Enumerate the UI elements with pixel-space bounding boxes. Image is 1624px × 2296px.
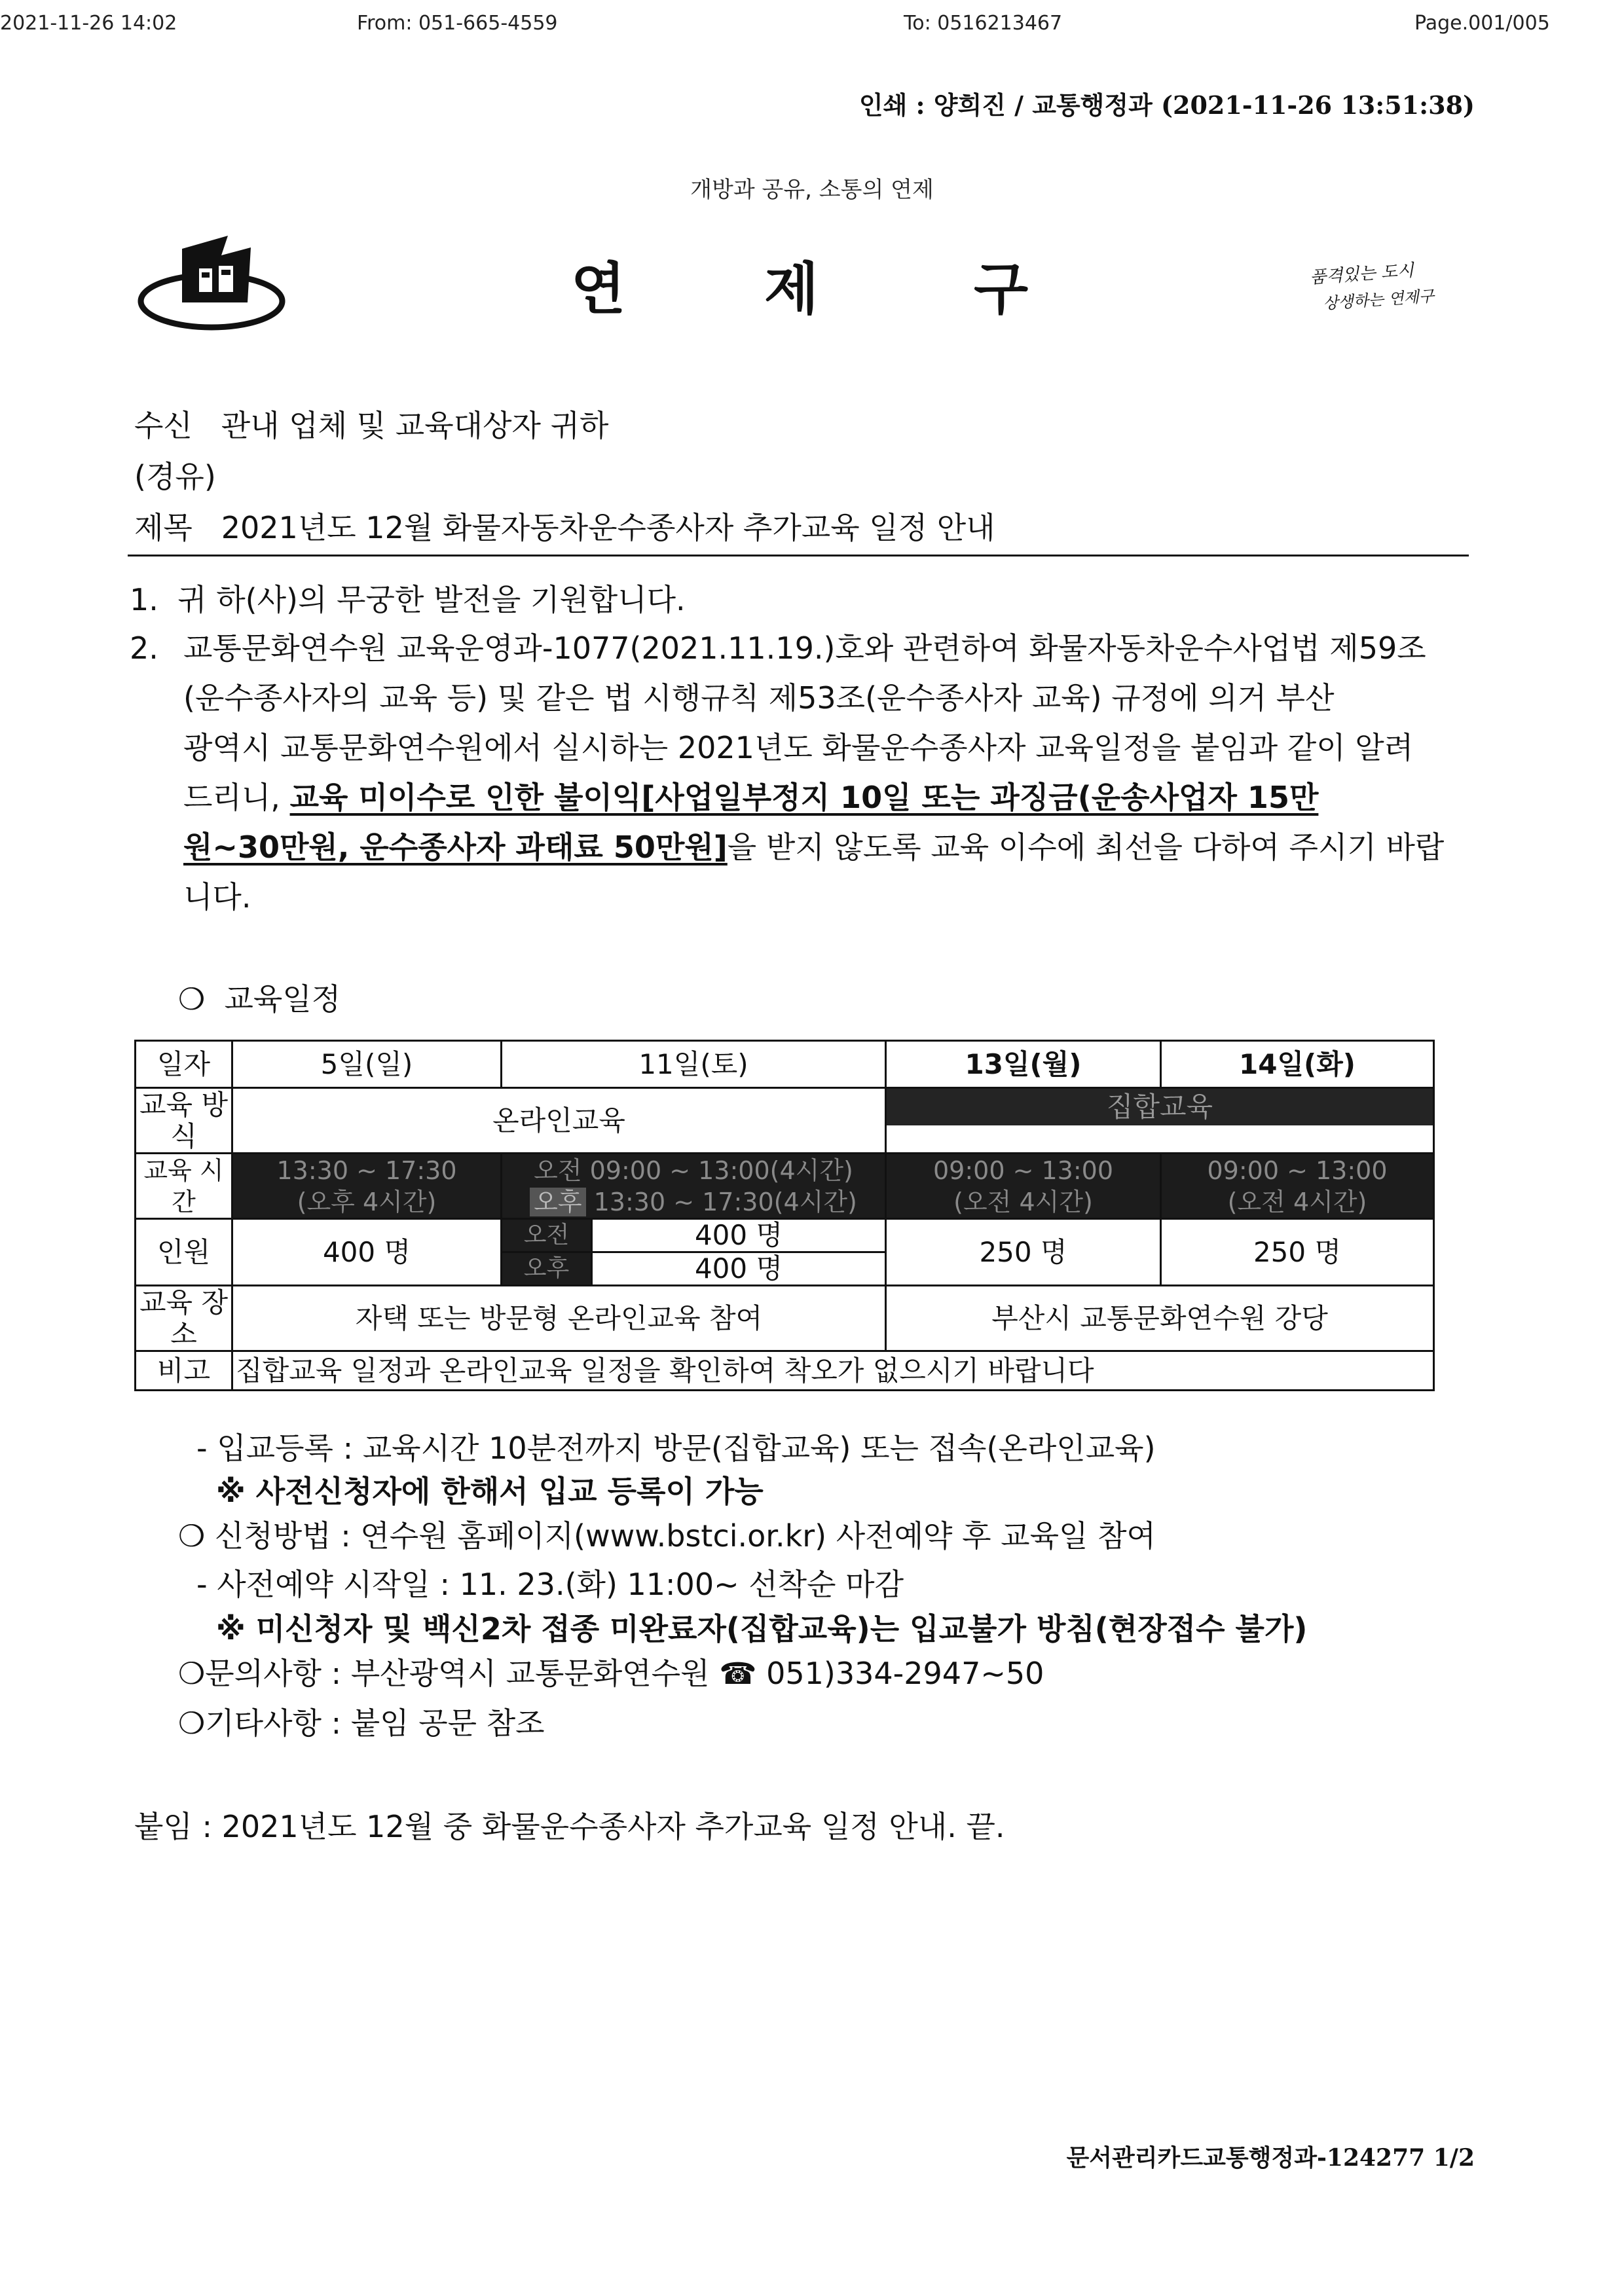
contact-info <box>178 1652 1044 1694</box>
apply-method <box>178 1515 1156 1557</box>
penalty-text-1: 교육 미이수로 인한 불이익[사업일부정지 10일 또는 과징금(운송사업자 15만 <box>289 780 1319 815</box>
circle-bullet-icon: ❍ <box>178 1656 206 1691</box>
fax-to: To: 0516213467 <box>904 12 1063 35</box>
item-2-number: 2. <box>130 630 158 666</box>
attachment: 붙임 : 2021년도 12월 중 화물운수종사자 추가교육 일정 안내. 끝. <box>134 1809 1005 1844</box>
people-day-4: 250 명 <box>1161 1219 1434 1286</box>
registration-info: - 입교등록 : 교육시간 10분전까지 방문(집합교육) 또는 접속(온라인교육) <box>196 1430 1156 1466</box>
row-time <box>136 1154 1434 1219</box>
fax-datetime: 2021-11-26 14:02 <box>0 12 177 35</box>
row-note <box>136 1351 1434 1391</box>
time-day-3-range: 09:00 ~ 13:00 <box>932 1156 1114 1185</box>
date-3: 13일(월) <box>886 1041 1161 1088</box>
people-day-2 <box>502 1219 886 1286</box>
footer-doc-id: 문서관리카드교통행정과-124277 1/2 <box>1066 2144 1475 2172</box>
slogan: 개방과 공유, 소통의 연제 <box>690 177 934 203</box>
time-day-2 <box>502 1154 886 1219</box>
row-method <box>136 1088 1434 1154</box>
time-day-1-range: 13:30 ~ 17:30 <box>276 1156 457 1185</box>
people-day-1: 400 명 <box>232 1219 502 1286</box>
note-text: 집합교육 일정과 온라인교육 일정을 확인하여 착오가 없으시기 바랍니다 <box>232 1351 1434 1391</box>
pre-booking: - 사전예약 시작일 : 11. 23.(화) 11:00~ 선착순 마감 <box>196 1567 904 1602</box>
subject-value: 2021년도 12월 화물자동차운수종사자 추가교육 일정 안내 <box>221 510 995 545</box>
item-2-line-1: 교통문화연수원 교육운영과-1077(2021.11.19.)호와 관련하여 화물자동차운수사업법 제59조 <box>183 630 1426 666</box>
time-day-1-note: (오후 4시간) <box>297 1187 437 1216</box>
people-day-2-split <box>502 1220 885 1285</box>
yeonje-logo <box>136 229 287 337</box>
time-day-4 <box>1161 1154 1434 1219</box>
method-online: 온라인교육 <box>232 1088 886 1154</box>
row-place <box>136 1286 1434 1351</box>
time-day-1 <box>232 1154 502 1219</box>
time-day-4-range: 09:00 ~ 13:00 <box>1207 1156 1388 1185</box>
time-day-2-pm <box>502 1186 885 1218</box>
penalty-text-2: 원~30만원, 운수종사자 과태료 50만원] <box>183 829 728 865</box>
schedule-heading-text: 교육일정 <box>224 981 341 1017</box>
item-2-line-5-post: 을 받지 않도록 교육 이수에 최선을 다하여 주시기 바랍 <box>727 829 1445 865</box>
circle-bullet-icon: ❍ <box>178 1705 206 1741</box>
pre-booking-note: ※ 미신청자 및 백신2차 접종 미완료자(집합교육)는 입교불가 방침(현장접수 불가) <box>216 1611 1308 1647</box>
item-1 <box>130 575 686 625</box>
time-day-2-pm-range: 13:30 ~ 17:30(4시간) <box>593 1187 857 1216</box>
time-day-3-note: (오전 4시간) <box>953 1187 1093 1216</box>
method-label: 교육 방식 <box>136 1088 232 1154</box>
place-offline: 부산시 교통문화연수원 강당 <box>886 1286 1434 1351</box>
date-1: 5일(일) <box>232 1041 502 1088</box>
circle-bullet-icon: ❍ <box>178 1518 206 1554</box>
method-offline: 집합교육 <box>887 1089 1433 1125</box>
circle-bullet-icon: ❍ <box>178 981 206 1017</box>
etc-text: 기타사항 : 붙임 공문 참조 <box>205 1705 545 1741</box>
time-day-2-am: 오전 09:00 ~ 13:00(4시간) <box>534 1156 853 1185</box>
subject-label: 제목 <box>134 510 193 545</box>
via: (경유) <box>134 459 216 494</box>
fax-page: Page.001/005 <box>1414 12 1550 35</box>
method-offline-cell <box>886 1088 1434 1154</box>
people-pm-tag: 오후 <box>502 1252 592 1285</box>
fax-from: From: 051-665-4559 <box>357 12 558 35</box>
motto-line-1: 품격있는 도시 <box>1309 261 1414 288</box>
row-people <box>136 1219 1434 1286</box>
date-4: 14일(화) <box>1161 1041 1434 1088</box>
time-day-3 <box>886 1154 1161 1219</box>
people-label: 인원 <box>136 1219 232 1286</box>
people-day-3: 250 명 <box>886 1219 1161 1286</box>
apply-method-text: 신청방법 : 연수원 홈페이지(www.bstci.or.kr) 사전예약 후 교육일 참여 <box>214 1518 1156 1554</box>
item-2-line-3: 광역시 교통문화연수원에서 실시하는 2021년도 화물운수종사자 교육일정을 붙임과 같이 알려 <box>183 730 1414 765</box>
item-1-number: 1. <box>130 582 158 617</box>
item-2-line-6: 니다. <box>183 879 251 915</box>
item-2-line-2: (운수종사자의 교육 등) 및 같은 법 시행규칙 제53조(운수종사자 교육) 규정에 의거 부산 <box>183 680 1335 716</box>
subject-divider <box>128 555 1469 556</box>
people-day-2-pm: 400 명 <box>592 1252 885 1285</box>
item-2-line-4-pre: 드리니, <box>183 780 290 815</box>
time-pm-tag: 오후 <box>530 1188 585 1216</box>
recipient-label: 수신 <box>134 408 193 443</box>
subject <box>134 503 995 553</box>
schedule-table <box>134 1040 1435 1391</box>
time-label: 교육 시간 <box>136 1154 232 1219</box>
place-online: 자택 또는 방문형 온라인교육 참여 <box>232 1286 886 1351</box>
org-name-2: 제 <box>764 257 819 322</box>
date-2: 11일(토) <box>502 1041 886 1088</box>
recipient-value: 관내 업체 및 교육대상자 귀하 <box>221 408 609 443</box>
note-label: 비고 <box>136 1351 232 1391</box>
item-2-body <box>183 623 1477 922</box>
motto-line-2: 상생하는 연제구 <box>1322 287 1435 313</box>
col-header-date: 일자 <box>136 1041 232 1088</box>
org-name-3: 구 <box>974 257 1029 322</box>
schedule-heading <box>178 974 341 1024</box>
item-2-line-5 <box>183 822 1477 872</box>
registration-note: ※ 사전신청자에 한해서 입교 등록이 가능 <box>216 1474 764 1509</box>
people-am-tag: 오전 <box>502 1220 592 1252</box>
place-label: 교육 장소 <box>136 1286 232 1351</box>
time-day-4-note: (오전 4시간) <box>1227 1187 1367 1216</box>
people-day-2-am: 400 명 <box>592 1220 885 1252</box>
contact-text: 문의사항 : 부산광역시 교통문화연수원 ☎ 051)334-2947~50 <box>205 1656 1044 1691</box>
print-info: 인쇄 : 양희진 / 교통행정과 (2021-11-26 13:51:38) <box>858 90 1475 120</box>
item-2-line-4 <box>183 773 1477 822</box>
etc-info <box>178 1702 545 1744</box>
recipient <box>134 401 608 450</box>
row-dates <box>136 1041 1434 1088</box>
org-name-1: 연 <box>571 257 626 322</box>
item-1-text: 귀 하(사)의 무궁한 발전을 기원합니다. <box>177 582 686 617</box>
